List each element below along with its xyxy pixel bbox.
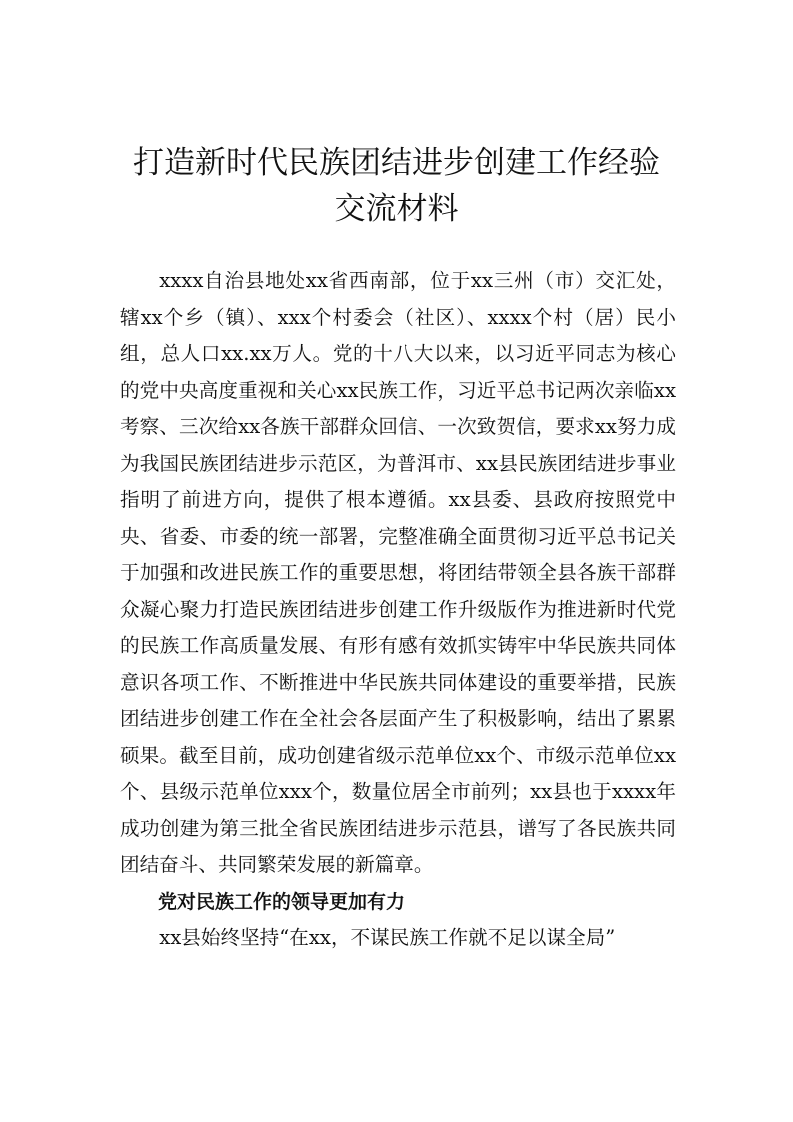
document-title: 打造新时代民族团结进步创建工作经验交流材料	[133, 145, 660, 227]
document-body	[120, 263, 676, 957]
section-heading: 党对民族工作的领导更加有力	[158, 890, 406, 913]
section-paragraph: xx县始终坚持“在xx，不谋民族工作就不足以谋全局”	[159, 926, 616, 949]
body-paragraph: xxxx自治县地处xx省西南部，位于xx三州（市）交汇处，辖xx个乡（镇）、xxx个村委会（社区）、xxxx个村（居）民小组，总人口xx.xx万人。党的十八大以来，以习近平同志为核心的党中央高度重视和关心xx民族工作，习近平总书记两次亲临xx考察、三次给xx各族干部群众回信、一次致贺信，要求xx努力成为我国民族团结进步示范区，为普洱市、xx县民族团结进步事业指明了前进方向，提供了根本遵循。xx县委、县政府按照党中央、省委、市委的统一部署，完整准确全面贯彻习近平总书记关于加强和改进民族工作的重要思想，将团结带领全县各族干部群众凝心聚力打造民族团结进步创建工作升级版作为推进新时代党的民族工作高质量发展、有形有感有效抓实铸牢中华民族共同体意识各项工作、不断推进中华民族共同体建设的重要举措，民族团结进步创建工作在全社会各层面产生了积极影响，结出了累累硕果。截至目前，成功创建省级示范单位xx个、市级示范单位xx个、县级示范单位xxx个，数量位居全市前列；xx县也于xxxx年成功创建为第三批全省民族团结进步示范县，谱写了各民族共同团结奋斗、共同繁荣发展的新篇章。	[120, 269, 676, 876]
